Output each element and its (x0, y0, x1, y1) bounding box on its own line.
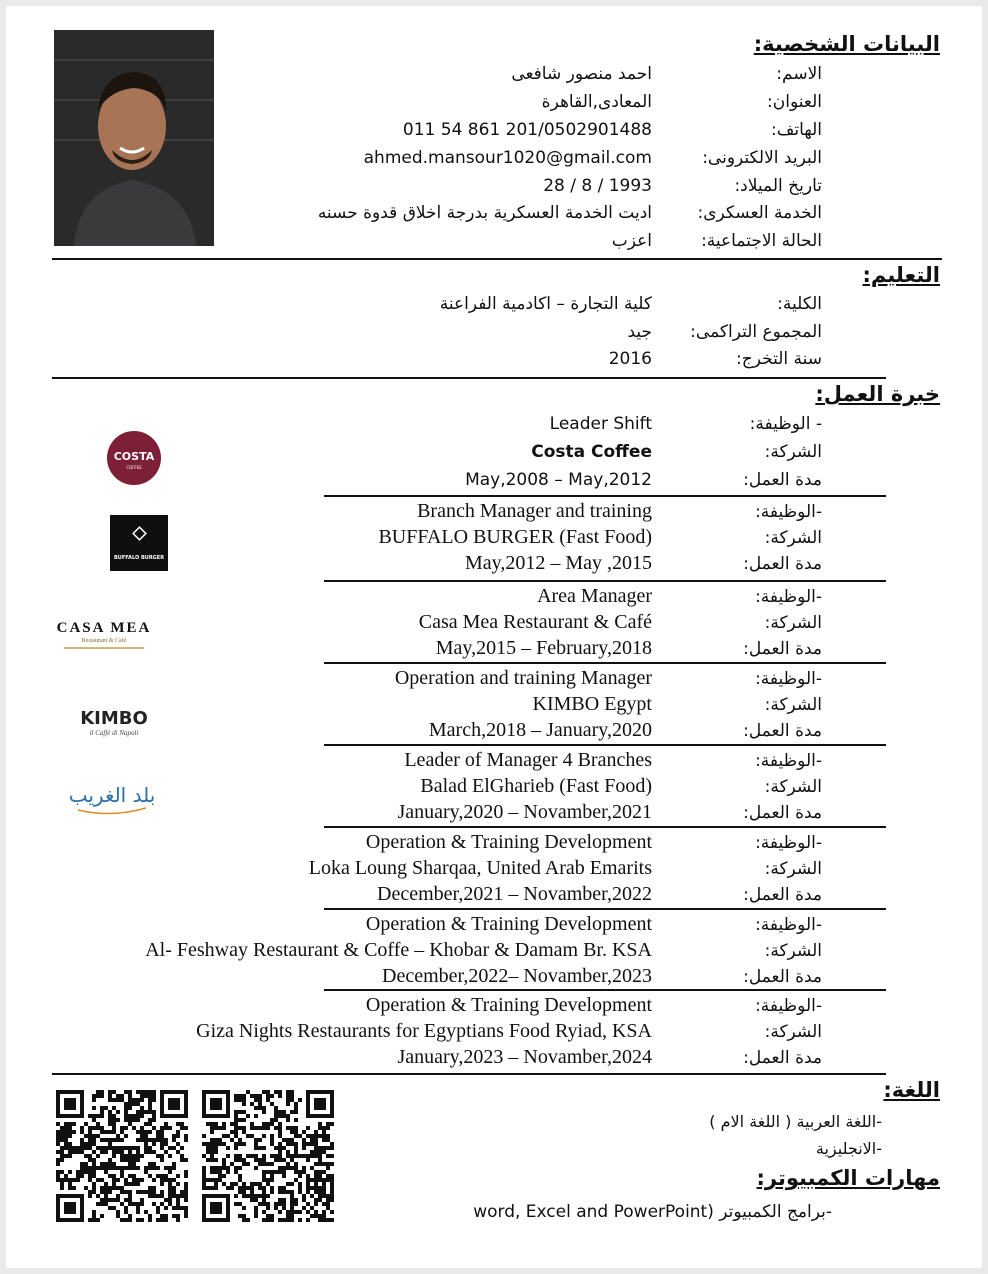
job-label: مدة العمل: (743, 721, 822, 741)
job-label: مدة العمل: (743, 885, 822, 905)
job-label: -الوظيفة: (755, 833, 822, 853)
job-title: Leader Shift (549, 414, 652, 434)
education-section-title: التعليم: (862, 263, 940, 287)
education-value: كلية التجارة – اكادمية الفراعنة (439, 294, 652, 314)
job-divider (324, 908, 886, 910)
personal-section-title: البيانات الشخصية: (753, 32, 940, 56)
job-title: Branch Manager and training (417, 500, 652, 522)
job-label: -الوظيفة: (755, 915, 822, 935)
education-value: جيد (627, 322, 652, 342)
job-label: مدة العمل: (743, 967, 822, 987)
costa-logo-text: COSTA (113, 450, 155, 463)
whatsapp-qr-code (56, 1090, 188, 1222)
computer-skill-item: -برامج الكمبيوتر (word, Excel and PowerPoint (473, 1202, 832, 1222)
job-title: Operation & Training Development (365, 913, 652, 935)
divider (52, 258, 942, 260)
casa-logo-text: CASA MEA (56, 620, 152, 636)
balad-elgharieb-logo (62, 770, 162, 820)
job-title: Operation & Training Development (365, 994, 652, 1016)
job-label: مدة العمل: (743, 1048, 822, 1068)
job-label: مدة العمل: (743, 554, 822, 574)
kimbo-logo-sub: il Caffè di Napoli (89, 729, 139, 737)
divider (52, 1073, 886, 1075)
job-label: الشركة: (764, 613, 822, 633)
job-title: Leader of Manager 4 Branches (404, 749, 652, 771)
job-label: الشركة: (764, 442, 822, 462)
personal-value: المعادى,القاهرة (541, 92, 652, 112)
personal-value: احمد منصور شافعى (511, 64, 652, 84)
buffalo-logo-text: BUFFALO BURGER (113, 555, 165, 561)
personal-label: الاسم: (776, 64, 822, 84)
personal-label: العنوان: (767, 92, 822, 112)
personal-value: 28 / 8 / 1993 (543, 176, 652, 196)
job-divider (324, 662, 886, 664)
job-label: - الوظيفة: (749, 414, 822, 434)
education-label: سنة التخرج: (736, 349, 822, 369)
job-label: الشركة: (764, 941, 822, 961)
personal-value: 011 54 861 201/0502901488 (402, 120, 652, 140)
job-label: الشركة: (764, 695, 822, 715)
cv-page (6, 6, 982, 1268)
education-label: المجموع التراكمى: (690, 322, 822, 342)
contact-qr-code (202, 1090, 334, 1222)
costa-logo-sub: COFFEE (126, 465, 142, 470)
job-company: KIMBO Egypt (532, 693, 652, 715)
kimbo-logo-text: KIMBO (80, 708, 148, 729)
job-company: Loka Loung Sharqaa, United Arab Emarits (308, 857, 652, 879)
job-title: Operation & Training Development (365, 831, 652, 853)
profile-photo (54, 30, 214, 246)
personal-value: اديت الخدمة العسكرية بدرجة اخلاق قدوة حسنه (317, 203, 652, 223)
job-label: مدة العمل: (743, 470, 822, 490)
personal-value: اعزب (611, 231, 652, 251)
job-divider (324, 580, 886, 582)
personal-label: الخدمة العسكرى: (697, 203, 822, 223)
job-label: -الوظيفة: (755, 502, 822, 522)
job-label: -الوظيفة: (755, 996, 822, 1016)
buffalo-burger-logo (110, 515, 168, 571)
language-section-title: اللغة: (883, 1078, 940, 1102)
job-company: Giza Nights Restaurants for Egyptians Food Ryiad, KSA (196, 1020, 652, 1042)
job-label: الشركة: (764, 777, 822, 797)
job-company: BUFFALO BURGER (Fast Food) (378, 526, 652, 548)
personal-value: ahmed.mansour1020@gmail.com (363, 148, 652, 168)
job-period: January,2020 – Novamber,2021 (397, 801, 652, 823)
job-label: -الوظيفة: (755, 669, 822, 689)
kimbo-logo (64, 704, 164, 742)
job-period: December,2022– Novamber,2023 (382, 965, 652, 987)
experience-section-title: خبرة العمل: (815, 382, 940, 406)
job-company: Al- Feshway Restaurant & Coffe – Khobar & Damam Br. KSA (145, 939, 652, 961)
job-company: Casa Mea Restaurant & Café (418, 611, 652, 633)
education-value: 2016 (608, 349, 652, 369)
job-label: -الوظيفة: (755, 751, 822, 771)
job-divider (324, 826, 886, 828)
job-divider (324, 744, 886, 746)
language-item-arabic: -اللغة العربية ( اللغة الام ) (709, 1112, 882, 1131)
job-company: Balad ElGharieb (Fast Food) (420, 775, 652, 797)
job-label: مدة العمل: (743, 639, 822, 659)
casa-logo-sub: Restaurant & Café (81, 638, 127, 644)
personal-label: تاريخ الميلاد: (734, 176, 822, 196)
casa-mea-logo (42, 612, 166, 656)
job-period: January,2023 – Novamber,2024 (397, 1046, 652, 1068)
personal-label: الحالة الاجتماعية: (701, 231, 822, 251)
language-item-english: -الانجليزية (815, 1139, 882, 1158)
job-period: December,2021 – Novamber,2022 (377, 883, 652, 905)
job-divider (324, 989, 886, 991)
job-period: May,2012 – May ,2015 (464, 552, 652, 574)
balad-logo-text: بلد الغريب (68, 783, 156, 807)
job-title: Operation and training Manager (394, 667, 652, 689)
costa-logo (106, 430, 162, 486)
job-label: مدة العمل: (743, 803, 822, 823)
job-label: الشركة: (764, 1022, 822, 1042)
job-period: May,2008 – May,2012 (465, 470, 652, 490)
job-company: Costa Coffee (531, 442, 652, 462)
personal-label: الهاتف: (771, 120, 822, 140)
job-label: الشركة: (764, 859, 822, 879)
computer-section-title: مهارات الكمبيوتر: (756, 1166, 940, 1190)
divider (52, 377, 886, 379)
job-label: الشركة: (764, 528, 822, 548)
education-label: الكلية: (777, 294, 822, 314)
job-period: March,2018 – January,2020 (428, 719, 652, 741)
job-label: -الوظيفة: (755, 587, 822, 607)
job-title: Area Manager (537, 585, 652, 607)
personal-label: البريد الالكترونى: (702, 148, 822, 168)
job-divider (324, 495, 886, 497)
job-period: May,2015 – February,2018 (435, 637, 652, 659)
